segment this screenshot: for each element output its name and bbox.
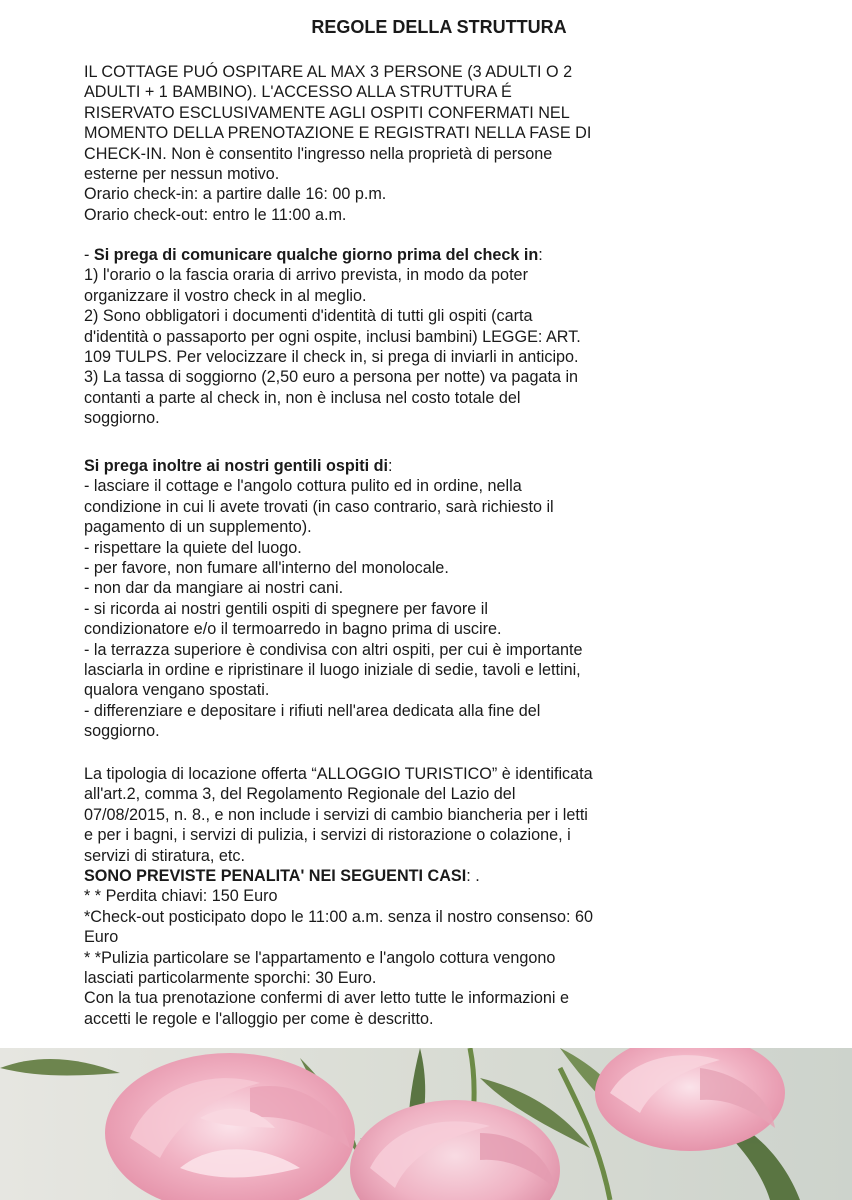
- intro-line: MOMENTO DELLA PRENOTAZIONE E REGISTRATI NELLA FASE DI: [84, 124, 592, 143]
- rule-line: - non dar da mangiare ai nostri cani.: [84, 579, 344, 598]
- rule-line: soggiorno.: [84, 722, 160, 741]
- heading-suffix: : .: [466, 866, 480, 885]
- rule-line: lasciarla in ordine e ripristinare il luogo iniziale di sedie, tavoli e lettini,: [84, 660, 581, 679]
- list-line: contanti a parte al check in, non è inclusa nel costo totale del: [84, 388, 521, 407]
- checkout-time: Orario check-out: entro le 11:00 a.m.: [84, 205, 347, 224]
- penalty-line: Euro: [84, 928, 119, 947]
- rule-line: - la terrazza superiore è condivisa con altri ospiti, per cui è importante: [84, 640, 583, 659]
- accommodation-line: 07/08/2015, n. 8., e non include i servizi di cambio biancheria per i letti: [84, 805, 588, 824]
- before-checkin-heading: [84, 245, 804, 265]
- list-line: 1) l'orario o la fascia oraria di arrivo prevista, in modo da poter: [84, 266, 528, 285]
- peony-illustration: [0, 1048, 852, 1200]
- rule-line: qualora vengano spostati.: [84, 681, 270, 700]
- penalties-heading: [84, 866, 804, 886]
- heading-suffix: :: [388, 457, 393, 475]
- guest-rules-heading: [84, 456, 804, 476]
- confirmation-line: accetti le regole e l'alloggio per come è descritto.: [84, 1009, 434, 1028]
- heading-bold-text: Si prega di comunicare qualche giorno prima del check in: [93, 246, 539, 264]
- heading-suffix: :: [538, 246, 543, 264]
- list-line: 3) La tassa di soggiorno (2,50 euro a persona per notte) va pagata in: [84, 368, 579, 387]
- guest-rules-section: [84, 456, 804, 741]
- before-checkin-section: [84, 245, 804, 429]
- heading-bold-text: Si prega inoltre ai nostri gentili ospiti di: [84, 457, 388, 475]
- checkin-time: Orario check-in: a partire dalle 16: 00 p.m.: [84, 185, 387, 204]
- rule-line: - rispettare la quiete del luogo.: [84, 538, 302, 557]
- heading-prefix: -: [84, 246, 94, 264]
- heading-bold-text: SONO PREVISTE PENALITA' NEI SEGUENTI CASI: [84, 866, 467, 885]
- rule-line: - differenziare e depositare i rifiuti nell'area dedicata alla fine del: [84, 701, 541, 720]
- intro-line: CHECK-IN. Non è consentito l'ingresso nella proprietà di persone: [84, 144, 553, 163]
- list-line: 2) Sono obbligatori i documenti d'identità di tutti gli ospiti (carta: [84, 307, 533, 326]
- list-line: 109 TULPS. Per velocizzare il check in, si prega di inviarli in anticipo.: [84, 347, 579, 366]
- peony-flowers-photo: [0, 1048, 852, 1200]
- accommodation-line: servizi di stiratura, etc.: [84, 846, 246, 865]
- intro-line: ADULTI + 1 BAMBINO). L'ACCESSO ALLA STRUTTURA É: [84, 83, 512, 102]
- accommodation-section: [84, 764, 804, 1029]
- rule-line: condizionatore e/o il termoarredo in bagno prima di uscire.: [84, 620, 502, 639]
- accommodation-line: all'art.2, comma 3, del Regolamento Regionale del Lazio del: [84, 785, 516, 804]
- penalty-line: lasciati particolarmente sporchi: 30 Euro.: [84, 968, 377, 987]
- intro-line: IL COTTAGE PUÓ OSPITARE AL MAX 3 PERSONE (3 ADULTI O 2: [84, 63, 573, 81]
- intro-line: RISERVATO ESCLUSIVAMENTE AGLI OSPITI CONFERMATI NEL: [84, 103, 570, 122]
- rule-line: - si ricorda ai nostri gentili ospiti di spegnere per favore il: [84, 599, 488, 618]
- list-line: d'identità o passaporto per ogni ospite, inclusi bambini) LEGGE: ART.: [84, 327, 581, 346]
- rule-line: pagamento di un supplemento).: [84, 518, 312, 537]
- rule-line: - lasciare il cottage e l'angolo cottura pulito ed in ordine, nella: [84, 477, 522, 496]
- intro-line: esterne per nessun motivo.: [84, 164, 280, 183]
- penalty-line: * * Perdita chiavi: 150 Euro: [84, 887, 278, 906]
- rule-line: condizione in cui li avete trovati (in caso contrario, sarà richiesto il: [84, 497, 554, 516]
- list-line: organizzare il vostro check in al meglio.: [84, 286, 367, 305]
- rule-line: - per favore, non fumare all'interno del monolocale.: [84, 558, 449, 577]
- page-title: REGOLE DELLA STRUTTURA: [311, 17, 567, 37]
- penalty-line: *Check-out posticipato dopo le 11:00 a.m. senza il nostro consenso: 60: [84, 907, 594, 926]
- intro-paragraph: [84, 62, 804, 225]
- list-line: soggiorno.: [84, 409, 160, 428]
- accommodation-line: e per i bagni, i servizi di pulizia, i servizi di ristorazione o colazione, i: [84, 826, 571, 845]
- confirmation-line: Con la tua prenotazione confermi di aver letto tutte le informazioni e: [84, 989, 569, 1008]
- penalty-line: * *Pulizia particolare se l'appartamento e l'angolo cottura vengono: [84, 948, 556, 967]
- accommodation-line: La tipologia di locazione offerta “ALLOGGIO TURISTICO” è identificata: [84, 765, 593, 783]
